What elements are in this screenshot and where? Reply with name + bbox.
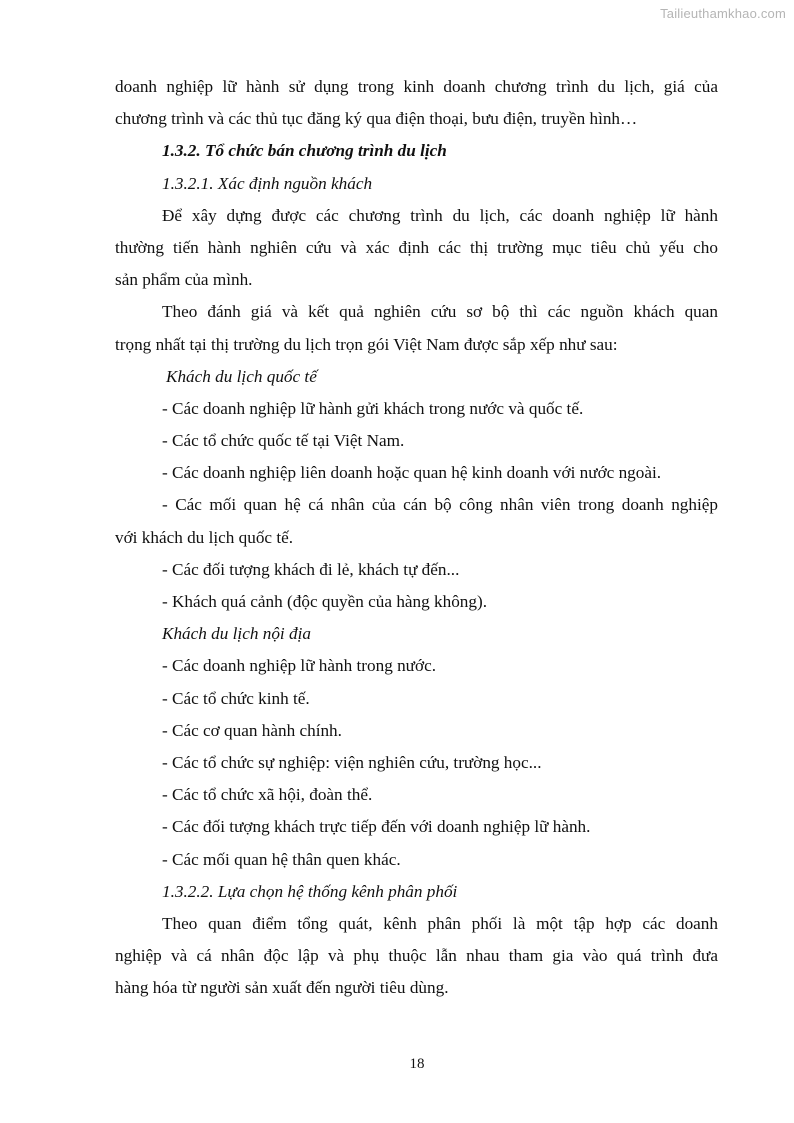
section-heading: 1.3.2. Tổ chức bán chương trình du lịch [162,141,447,161]
page-body [115,71,718,1004]
list-item: - Các mối quan hệ cá nhân của cán bộ công nhân viên trong doanh nghiệp [162,495,718,515]
paragraph-line: Theo quan điểm tổng quát, kênh phân phối là một tập hợp các doanh [162,913,718,933]
list-item: - Các tổ chức kinh tế. [162,688,310,708]
page-number: 18 [409,1056,425,1072]
list-item: - Các mối quan hệ thân quen khác. [162,849,401,869]
group-heading: Khách du lịch quốc tế [166,366,317,386]
list-item: - Khách quá cảnh (độc quyền của hàng không). [162,592,488,611]
paragraph-line: doanh nghiệp lữ hành sử dụng trong kinh doanh chương trình du lịch, giá của [115,77,718,96]
list-item: - Các đối tượng khách trực tiếp đến với doanh nghiệp lữ hành. [162,817,591,837]
paragraph-line: thường tiến hành nghiên cứu và xác định các thị trường mục tiêu chủ yếu cho [115,237,718,257]
list-item: - Các doanh nghiệp liên doanh hoặc quan hệ kinh doanh với nước ngoài. [162,463,662,483]
paragraph-line: nghiệp và cá nhân độc lập và phụ thuộc lẫn nhau tham gia vào quá trình đưa [115,946,718,966]
paragraph-line: trọng nhất tại thị trường du lịch trọn gói Việt Nam được sắp xếp như sau: [115,334,618,354]
list-item: - Các cơ quan hành chính. [162,720,342,740]
paragraph-line: hàng hóa từ người sản xuất đến người tiêu dùng. [115,978,449,998]
list-item: - Các tổ chức sự nghiệp: viện nghiên cứu, trường học... [162,752,542,772]
list-item: - Các đối tượng khách đi lẻ, khách tự đến... [162,559,460,579]
list-item: - Các doanh nghiệp lữ hành gửi khách trong nước và quốc tế. [162,398,584,418]
list-item: - Các tổ chức xã hội, đoàn thể. [162,785,373,805]
watermark: Tailieuthamkhao.com [660,6,786,21]
paragraph-line: Để xây dựng được các chương trình du lịch, các doanh nghiệp lữ hành [162,205,718,225]
list-item: - Các doanh nghiệp lữ hành trong nước. [162,656,437,676]
paragraph-line: Theo đánh giá và kết quả nghiên cứu sơ bộ thì các nguồn khách quan [162,302,718,322]
paragraph-line: chương trình và các thủ tục đăng ký qua điện thoại, bưu điện, truyền hình… [115,109,638,129]
group-heading: Khách du lịch nội địa [162,624,311,644]
paragraph-line: sản phẩm của mình. [115,270,253,290]
list-item: - Các tổ chức quốc tế tại Việt Nam. [162,431,405,451]
subsection-heading: 1.3.2.1. Xác định nguồn khách [162,173,373,193]
subsection-heading: 1.3.2.2. Lựa chọn hệ thống kênh phân phối [162,881,458,901]
list-item-continuation: với khách du lịch quốc tế. [115,527,294,547]
